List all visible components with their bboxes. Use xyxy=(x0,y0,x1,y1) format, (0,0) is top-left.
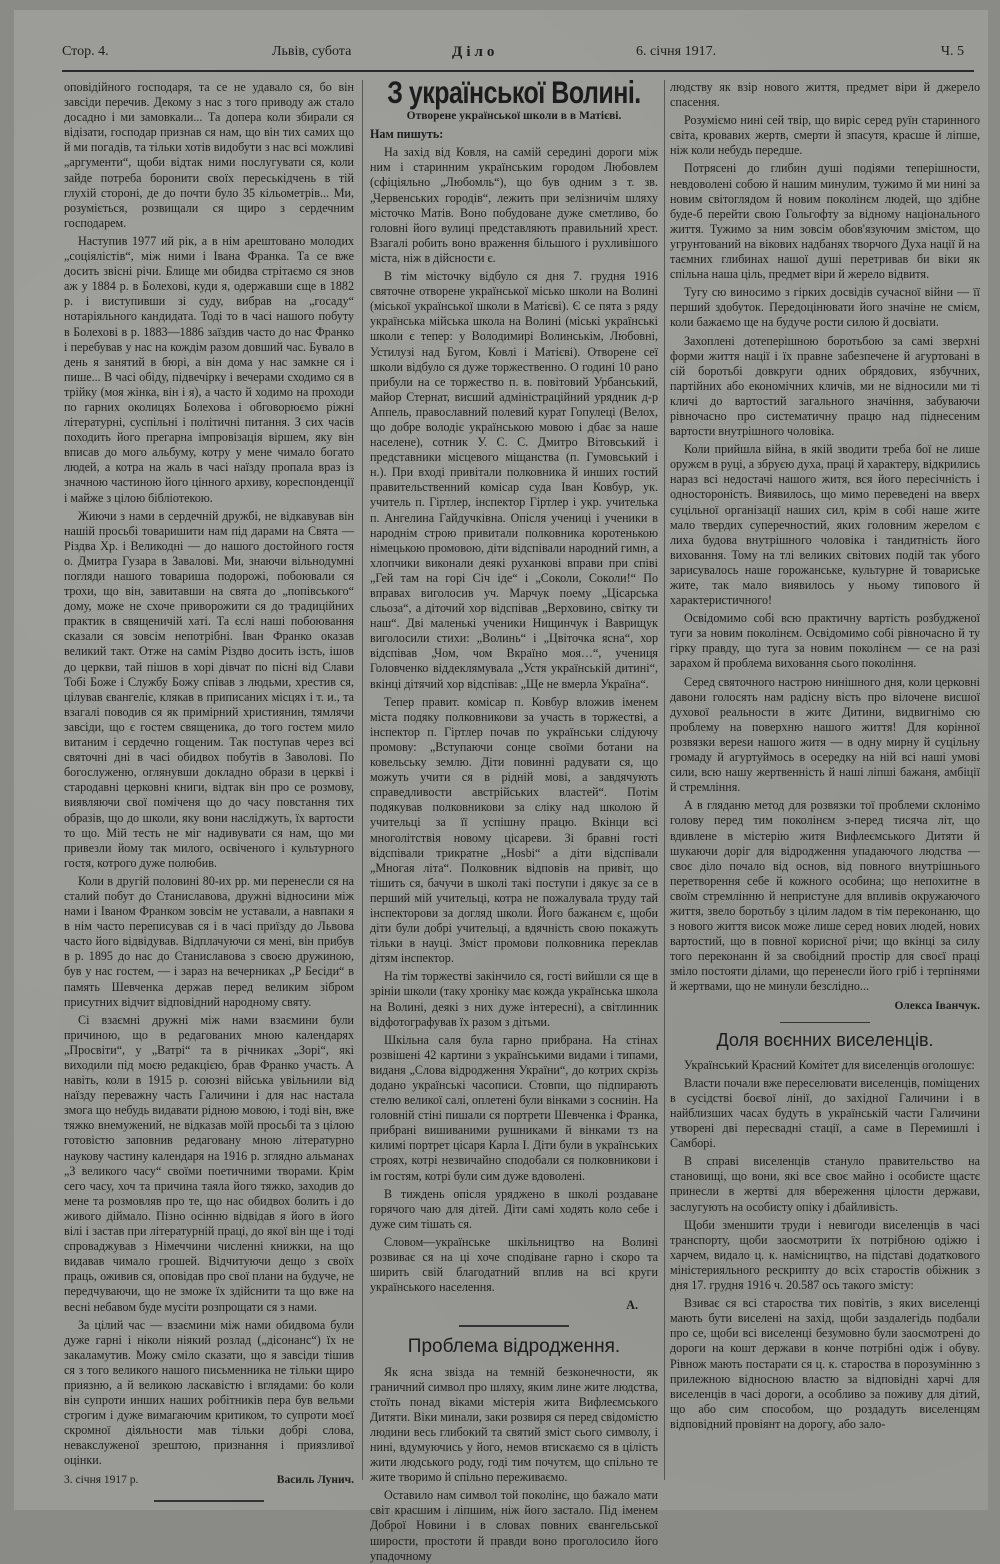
col3-paragraph: Український Красний Комітет для виселенців оголошує: xyxy=(684,1057,975,1072)
col3-paragraph: Розуміємо нині сей твір, що виріс серед руїн старинного світа, кровавих жертв, смерти й зпасутя, красше й ліпше, ніж коли небудь передше. xyxy=(670,113,980,158)
column-1 xyxy=(64,80,354,1486)
col1-paragraph: Жиючи з нами в сердечній дружбі, не відкавував він нашій просьбі товаришити нам під дарами на Свята — Різдва Хр. і Великодні — до нашого достойного гостя о. Дмитра Гузара в Завалові. Ми, знаючи вільнодумні погляди нашого товариша подорожі, побоювали ся трохи, що він, завитавши на свята до „попівського“ дому, може не схоче приворожити ся до традиційних практик в священичій хаті. Та єслі наші побоювання сказали ся зовсім непотрібні. Іван Франко оказав великий такт. Отже на самім Різдво досить ізсть, ішов до церкви, тай пішов в хорі дівчат по пісні від Слави Тобі Боже і Службу Божу співав з людьми, хрестив ся, цілував євангеліє, клякав в приписаних місцях і т. и., та взагалі поводив ся як примірний християнин, тямлячи завсіди, що є гостем священика, до того гостем мило витаним і сердечно гощеним. Так поступав через всі святочні дні в часі обидвох побутів в Заволові. По богослуженю, оглянувши докладно образи в церкві і стародавні церковні книги, відтак він про се розмову, виявляючи свої поміченя що до часу повстання тих образів, що до школи, яку вони насліджуть, їх вартости то що. Мій тесть не міг надивувати ся нам, що ми привезли йому так милого, освіченого і культурного гостя, котрого дуже полюбив. xyxy=(64,508,354,870)
article-end-rule xyxy=(154,1500,264,1502)
col2-paragraph: На захід від Ковля, на самій середині дороги між ним і старинним українським городом Любовлем (сфіціяльно „Любомль“), що був одним з т. зв. „Червенських городів“, лежить при зелізничім шляху місточко Матів. Воно побудоване дуже сметливо, бо головні його вулиці представляють правильний хрест. Взагалі робить воно враження більшого і рухливішого міста, ніж в дійсности є. xyxy=(370,145,658,265)
col2-paragraph: Шкільна саля була гарно прибрана. На стінах розвішені 42 картини з українськими видами і типами, виданя „Слова відродження України“, до котрих скрізь додано українські часописи. Стовпи, що підпирають стелю великої салі, оплетені були вінками з сосниін. На головній стіні пишали ся портрети Шевченка і Франка, прибрані вишиваними рушниками й вінками тз на килимі портрет цісаря Карла І. Діти були в українських строях, котрі незвичайно сподобали ся полковникови і ім гостям, котрі були сим дуже вдоволені. xyxy=(370,1032,658,1183)
col3-paragraph: А в гляданю метод для розвязки тої проблеми склонімо голову перед тим поколінєм з-перед тисяча літ, що вдивлене в містерію житя Вифлеємського Дитяти й шукаючи доріг для відродження упадаючого людства — своє діло почало від основ, від повного внутрішнього перетворення себе й кожного особина; що непохитне в своїм стремлінню й непристуне для впливів окружаючого життя, звело боротьбу з цілим ладом в тім переконаню, що з нового життя висок може лише серед нових людей, нових вартостий, що в повної корисної річи; що вкінці за силу того переконанн й за свобідний простір для своєї праці зміло постояти ділами, що перенесли його гріб і терпінями й жертвами, що не минули безслідно... xyxy=(670,798,980,994)
col1-paragraph: Сі взаємні дружні між нами взаємини були причиною, що в редагованих мною календарях „Просвіти“, у „Ватрі“ та в річниках „Зорі“, які виходили під моєю редакцією, брав Франко участь. А навіть, коли в 1915 р. союзні війська увільнили від наїзду переважну часть Галичини і для нас настала змога що небудь видавати рідною мовою, і тоді він, вже тяжко внемужений, не відказав моїй просьбі та з цілою готовістю заповнив редаговану мною літературно наукову частину календаря на 1916 р. згляднo альманах „З великого часу“ своїми поетичними творами. Крім сего часу, хоч та причина таяла його тяжко, заходив до мене та розмовляв про те, що нас обидвох болить і до живого діймало. Пізно осінню відвідав я його в його вілі і застав при літературній праці, до якої він ще і тоді спроваджував з Німеччини численні книжки, на що видавав чимало грошей. Відчитуючи дещо з своїх праць, оживив ся, оповідав про свої плани на будуче, не передчуваючи, що не зможе їх здійснити та що вже на весні небавом буде мусіти розпрощати ся з нами. xyxy=(64,1012,354,1314)
author-signature: Олекса Іванчук. xyxy=(894,999,980,1012)
article-title-volyn: З української Волині. xyxy=(387,75,641,111)
col3-paragraph: Взиває ся всі староства тих повітів, з яких виселенці мають бути виселені на захід, щоби заздалегідь подбали про се, щоби всі виселенці безумовно були заосмотрені до дороги на кошт держави в конче потрібні одіж і обуву. Рівнож мають постарати ся ц. к. староства в порозумінню з прилежною відносною властю за відповідні харчі для виселенців в часі дороги, а особливо за поживу для дітий, що або сим способом, що роздадуть виселенцям відповідний провіянт на дорогу, або зало- xyxy=(670,1296,980,1431)
col1-paragraph: Коли в другій половині 80-их рр. ми перенесли ся на сталий побут до Станиславова, дружні відносини між нами і Іваном Франком зовсім не уставали, а навпаки я в нім часто переписував ся і в часі приїзду до Львова часто його відвідував. Відплачуючи ся мені, він прибув в р. 1895 до нас до Станиславова з своєю дружиною, був у нас гостем, — і зараз на вечерниках „Р Бесіди“ в память Шевченка держав перед великим зібром присутних відчит відповідний народному святу. xyxy=(64,873,354,1009)
page-header xyxy=(62,40,964,66)
col2-paragraph: На тім торжестві закінчило ся, гості вийшли ся ще в зрініи школи (таку хроніку має кожда українська школа на Волині, деякі з них дуже інтересні), а світлинник відфотографував їх разом з дітьми. xyxy=(370,969,658,1029)
article-title-rebirth: Проблема відродження. xyxy=(407,1336,621,1358)
page-number: Стор. 4. xyxy=(62,44,109,59)
column-divider-2 xyxy=(664,80,665,1480)
col3-paragraph: Щоби зменшити труди і невигоди виселенців в часі транспорту, щоби заосмотрити їх потрібною одіжю і харчем, видало ц. к. намісництво, на підставі додаткового міністерияльного рескрипту до всіх старостів обіжник з дня 17. грудня 1916 ч. 20.587 ось такого змісту: xyxy=(670,1217,980,1293)
column-2 xyxy=(370,75,658,1563)
newspaper-title: Діло xyxy=(452,44,499,60)
col3-paragraph: Освідомимо собі всю практичну вартість розбудженої туги за новим поколінєм. Освідомимо собі рівночасно й ту гірку правду, що туга за новим поколінєм — се на разі зарахом й проблема виховання сього покоління. xyxy=(670,611,980,671)
col3-paragraph: Серед святочного настрою нинішного дня, коли церковні давони голосять нам радісну вість про вілочене висшої духової реальности в житє Дитини, видвигнімо сю проблему на поверхню нашого життя! Для корінної розвязки вереsи нашого житя — в одну мирну й суцільну громаду й агуртуймось в осередку на ній всі наші умові сили, всю нашу жертвенність й наші ліпші бажаня, амбіції й стремління. xyxy=(670,674,980,795)
col1-signature-row xyxy=(64,1473,354,1488)
issue-date: 6. січня 1917. xyxy=(636,44,717,59)
col3-paragraph: В справі виселенців станулo правительство на становищі, що вони, які все своє майно і особисте щастє принесли в жертві для вбереження цілости держави, заслугують на особисту опіку і дбайливість. xyxy=(670,1154,980,1214)
col2-paragraph: Оставило нам символ той поколінє, що бажало мати світ красшим і ліпшим, ніж його застало. Під іменем Доброї Новини і в словах повних євангельської ширости, простоти й правди воно проголосило його упадочному xyxy=(370,1488,658,1563)
author-signature: Василь Лунич. xyxy=(276,1473,354,1486)
col1-paragraph: За цілий час — взаємини між нами обидвома були дуже гарні і ніколи ніякий розлад („дісонанс“) їх не закаламутив. Можу сміло сказати, що я завсіди тішив ся з того великого нашого письменника не тільки щиро приязню, а й великою ласкавістю і вглядами: бо коли він супроти инших наших робітників пера був вельми строгим і дуже вимагаючим критиком, то супроти моєї скромної діяльности мав тільки добрі слова, невакслуженої зрештою, признання і приязливої оцінки. xyxy=(64,1317,354,1468)
article-signature: А. xyxy=(626,1298,638,1313)
col3-paragraph: Захоплені дотеперішною боротьбою за самі зверхні форми життя нації і їх правне забезпечене й агуртовані в сій боротьбі довкруги одних обрядових, язбучних, партійних або економічних кличів, ми не відносили ми ті кличі до вартостий загального значіння, забуваючи рівночасно про систематичну працю над піднесеним вартости внутрішного чоловіка. xyxy=(670,333,980,439)
city-and-day: Львів, субота xyxy=(272,44,352,59)
col3-paragraph: Потрясені до глибин душі подіями теперішности, невдоволені собою й нашим минулим, тужимо й ми нині за новим світоглядом й новим поколінєм людей, що здібне буде-б перейти свою Гольгофту за відному національного життя. Тужимо за ним зовсім обов'язуючим змістом, що угрунтований на віковиx надбанях творчого Духа нації й на таємних глибинах нашої душі перетривав би віки як спільна наша ціль, предмет віри й жерело відвитя. xyxy=(670,161,980,282)
header-rule xyxy=(62,70,974,72)
article-lead: Нам пишуть: xyxy=(370,127,444,142)
col1-paragraph: оповідійного господаря, та се не удавало ся, бо він завсіди перечив. Декому з нас з того приводу аж стало досадно і ми замовкали... Та допера коли збирали ся відізати, господар признав ся нам, що він тих самих що й ми погадів, та тільки хотів видобути з нас всі можливі „аргументи“, щоби відтак ними послугувати ся, коли зайде потреба боронити своїх переськідчень в тій глухій стороні, де до почти було 35 кільометрів... Ми, розуміється, розвищали ся щиро з сердечним господарем. xyxy=(64,80,354,230)
col3-paragraph: Тугу сю виносимо з гірких досвідів сучасної війни — її перший здобуток. Передоцінювати його значіне не смієм, коли бажаємо ще на будуче рости силою й досвіати. xyxy=(670,285,980,330)
col2-paragraph: В тиждень опісля урядженo в школі роздаване горячого чаю для дітей. Діти самі ходять коло себе і дуже сим тішать ся. xyxy=(370,1186,658,1231)
column-3 xyxy=(670,80,980,1480)
article-separator xyxy=(780,1022,870,1023)
col2-paragraph: Словом—українське шкільництво на Волині розвиває ся на ці хоче сподіване гарно і скоро та ширить свій благодатний вплив на всі круги українського населення. xyxy=(370,1234,658,1295)
article-title-refugees: Доля воєнних виселенців. xyxy=(716,1029,934,1050)
article-subtitle: Отворене української школи в в Матієві. xyxy=(406,110,622,123)
col2-paragraph: Як ясна звізда на темній безконечности, як граничний символ про шляху, яким лине жите людства, стоїть понад віками містерія жита Вифлеємського Дитяти. Віки минали, заки розвиря ся перед свідомістю людини весь глибокий та святий зміст сього символу, і нині, вдумуючись у його, немов втискаємо ся в цілість жити людського роду, годі тим почутєм, що спільно те жите творимо й спільно переживаємо. xyxy=(370,1364,658,1485)
col3-paragraph: Власти почали вже переселювати виселенців, поміщених в сусідстві боєвої лінії, до західної Галичини і в найблизших часах будуть в українській части Галичини утворені дві пересвадні стації, а саме в Перемишлі і Самборі. xyxy=(670,1075,980,1151)
col3-paragraph: Коли прийшла війна, в якій зводити треба бої не лише оружєм в руці, а збруєю духа, праці й характеру, відкрились нараз всі недостачі нашого житя, вся його пересічність і одностороність. Виявилось, що мимо переведені на вверх суцільної організації наших сил, крім в собі наше жите мало твердих суперечностий, яких головним жерелом є лиха будова внутрішного чоловіка і тандитність його виховання. Тому на тлі великих світових подій так убого зарисувалось наше горожанське, культурне й товариське жите, так мало виявилось у ньому типового й характеристичного! xyxy=(670,442,980,608)
article-separator xyxy=(459,1325,569,1327)
col2-paragraph: Тепер правит. комісар п. Ковбур вложив іменем міста подяку полковникови за участь в торжестві, а інспектор п. Гіртлер почав по українськи слідуючу промову: „Вступаючи сонце своїми ботани на ковельську землю. Діти повинні радувати ся, що можуть учити ся в рідній мові, а завдячують справедливости австрійських властей“. Потім подякував полковникови за сліку над школою й учительці за її успішну працю. Вкінци всі многолітствія новому цісареви. Зі бравні гості відспівали трикратне „Ноsbі“ а діти відспівали „Многая літа“. Полковник відповів на привіт, що тішить ся, бачучи в школі такі поступи і дякує за се в перший мій учительці, котра не пожалувала труду тай інспекторови за догляд школи. Його бажанєм є, щоби діти були добрі учительці, а вдячність свою покажуть тільки в науці. Зміст промови полковника переклав дітям інспектор. xyxy=(370,694,658,966)
letter-date: 3. січня 1917 р. xyxy=(64,1473,139,1486)
column-divider-1 xyxy=(362,80,363,1480)
col3-paragraph: людству як взір нового життя, предмет віри й джерело спасення. xyxy=(670,80,980,110)
col1-paragraph: Наступив 1977 ий рік, а в нім арештовано молодих „соціялістів“, між ними і Івана Франка. Та се вже досить звісні річи. Блище ми обидва стрітаємо ся знов аж у 1884 р. в Болехові, куди я, одержавши єще в 1882 р. і виступивши зі суду, вибрав на „госаду“ нотаріяльного кандидата. Тоді то в часі нашого побуту в Болехові в р. 1883—1886 заїздив часто до нас Франко і перебував у нас на кождім разом довший час. Бувало в день я занятий в бюрі, а він дома у нас замкне ся і пише... В часі обіду, підвечірку і вечерами сходимо ся в трійку (моя жінка, він і я), а часто й ходимо на проходи по гарних околицях Болехова і обговорюємо ріжні літературні, суспільні і політичні питання. З сих часів походить його прегарна імпровізація віршем, яку він вписав до мого альбуму, котру у мене чимало богато людей, а котра на жаль в часі наїзду пропала враз із значною частиною його цінного архиву, кореспонденції і майже з цілою бібліотекою. xyxy=(64,233,354,505)
newspaper-page xyxy=(14,10,988,1563)
col2-paragraph: В тім місточку відбуло ся дня 7. грудня 1916 святочне отворене української місько школи на Волині (міської української школи в Матієві). Є се пята з ряду українська мійська школа на Волині (міські українські школи є тепер: у Володимирі Волинськім, Любовні, Устилузі над Бугом, Ковлі і Матієві). Отворене сеї школи відбуло ся дуже торжественно. О годині 10 рано прибули на се торжество п. в. повітовий Урбанський, майор Стернат, висший адміністраційний урядник д-р Аппель, православний полевий курат Гопулеці (Велох, що добре володіє українською мовою і дбає за наше населене), сотник У. С. С. Дмитро Вітовський і представники місцевого міщанства (п. Гумовський і н.). При вході привітали полковника й инших гостий правительственний комісар суда Іван Ковбур, ук. учитель п. Гіртлер, інспектор Гіртлер і укр. учителька п. Ангелина Гайдучківна. Опісля учениці і ученики в народнім строю привитали полковника коротенькою німецькою промовою, діти відспівали народний гимн, а хлопчики виконали деякі руханкові вправи при співі „Гей там на горі Січ іде“ і „Соколи, Соколи!“ По вправах виголосив уч. Марчук поему „Цісарська сльоза“, а діточий хор відспівав „Верховино, світку ти наш“. Дві маленькі ученики Нищинчук і Ваврищук виголосили стихи: „Волинь“ і „Цвіточка ясна“, хор відспівав „Чом, чом Вкраїно моя…“, учениця Головченко віддеклямувала „Устя українській дитині“, вкінці дітячий хор відспівав: „Ще не вмерла Україна“. xyxy=(370,269,658,691)
issue-number: Ч. 5 xyxy=(940,44,964,59)
